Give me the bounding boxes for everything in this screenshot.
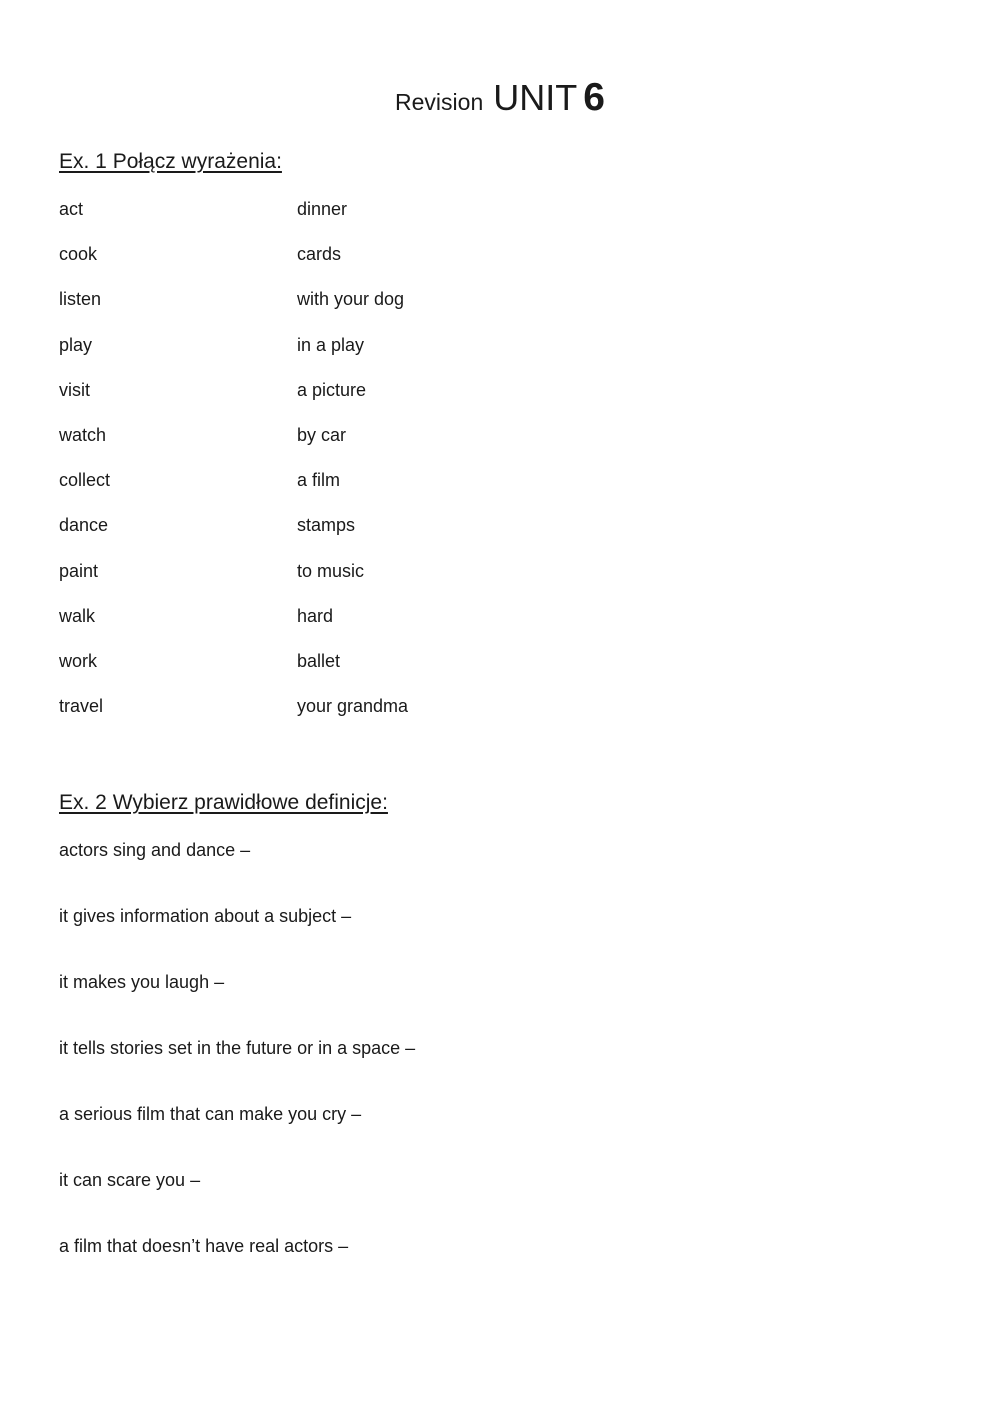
match-phrase: with your dog — [297, 289, 405, 310]
match-phrase: hard — [297, 605, 334, 626]
match-phrase: in a play — [297, 334, 365, 355]
match-phrase: stamps — [297, 515, 356, 536]
definition-item: actors sing and dance – — [59, 840, 251, 860]
match-verb: travel — [59, 696, 104, 717]
match-verb: act — [59, 199, 84, 219]
exercise-2-heading: Ex. 2 Wybierz prawidłowe definicje: — [59, 791, 388, 814]
match-verb: listen — [59, 289, 102, 310]
match-phrase: by car — [297, 424, 347, 445]
title-unit-number: 6 — [583, 76, 605, 119]
match-phrase: cards — [297, 244, 342, 265]
page-title — [0, 78, 1000, 117]
definition-item: a serious film that can make you cry – — [59, 1104, 362, 1124]
match-phrase: a film — [297, 470, 341, 491]
match-verb: paint — [59, 560, 99, 581]
match-phrase: a picture — [297, 379, 367, 400]
match-verb: walk — [59, 605, 96, 626]
match-verb: play — [59, 334, 93, 355]
match-verb: cook — [59, 244, 98, 265]
match-phrase: ballet — [297, 650, 341, 671]
match-phrase: to music — [297, 560, 365, 581]
match-verb: visit — [59, 379, 90, 400]
title-unit: UNIT — [493, 77, 578, 118]
exercise-1-heading: Ex. 1 Połącz wyrażenia: — [59, 150, 282, 173]
match-phrase: your grandma — [297, 696, 409, 717]
definition-item: a film that doesn’t have real actors – — [59, 1236, 349, 1256]
match-verb: dance — [59, 515, 109, 536]
title-revision: Revision — [395, 89, 484, 115]
exercise-2-definition-list — [59, 840, 415, 1302]
match-verb: watch — [59, 424, 107, 445]
match-phrase: dinner — [297, 199, 348, 219]
match-verb: collect — [59, 470, 111, 491]
match-verb: work — [59, 650, 98, 671]
definition-item: it makes you laugh – — [59, 972, 225, 992]
definition-item: it tells stories set in the future or in a space – — [59, 1038, 416, 1058]
definition-item: it can scare you – — [59, 1170, 201, 1190]
definition-item: it gives information about a subject – — [59, 906, 352, 926]
